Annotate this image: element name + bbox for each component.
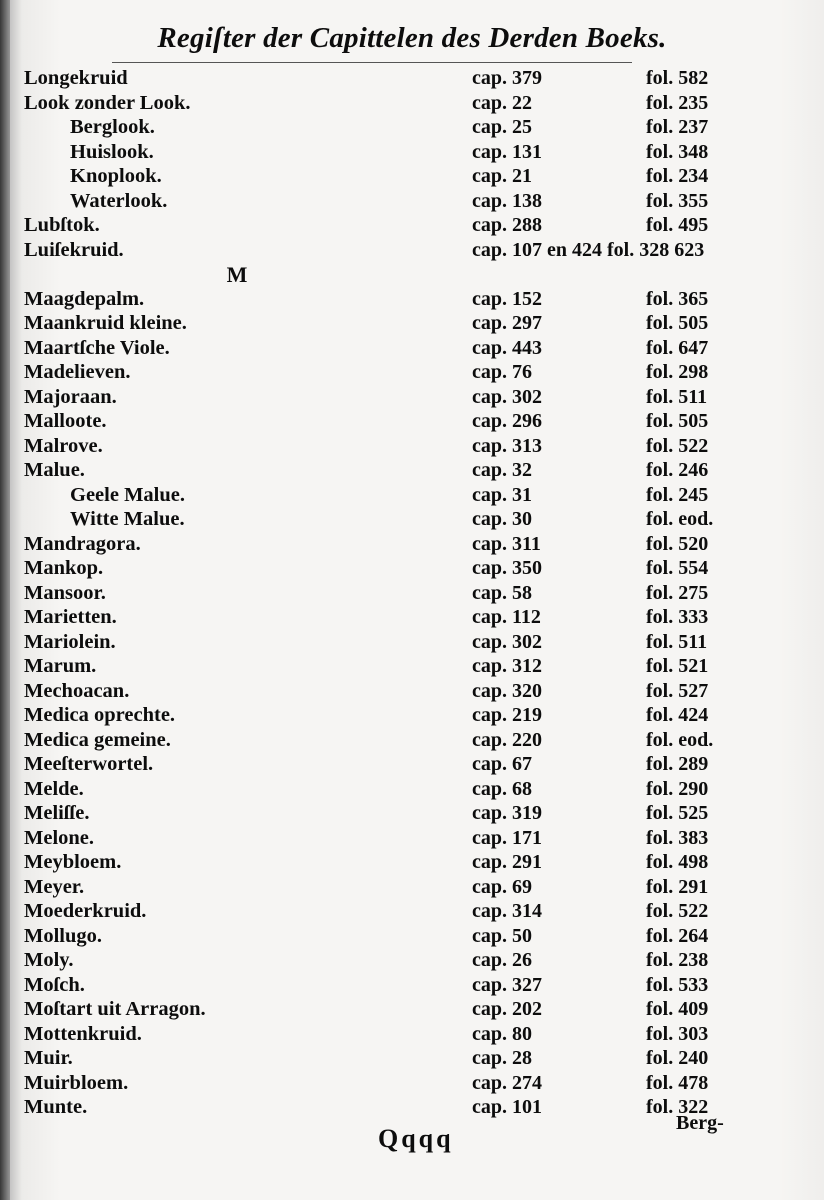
entry-name: Mottenkruid.: [24, 1022, 142, 1045]
entry-chapter: cap. 101: [472, 1096, 542, 1118]
section-letter-row: [0, 262, 824, 287]
register-entry: [0, 409, 824, 434]
register-entry: [0, 948, 824, 973]
register-entry: [0, 703, 824, 728]
register-entry: [0, 556, 824, 581]
entry-chapter: cap. 319: [472, 802, 542, 824]
entry-folio: fol. 289: [646, 753, 709, 775]
section-letter: M: [226, 262, 248, 287]
entry-name: Luiſekruid.: [24, 238, 124, 261]
entry-chapter: cap. 288: [472, 214, 542, 236]
title-rule: [112, 62, 632, 63]
entry-name: Mandragora.: [24, 532, 141, 555]
entry-folio: fol. 238: [646, 949, 709, 971]
register-entry: [0, 238, 824, 263]
entry-chapter: cap. 152: [472, 287, 542, 310]
entry-chapter: cap. 80: [472, 1022, 532, 1045]
entry-name: Meyer.: [24, 875, 85, 898]
entry-chapter: cap. 443: [472, 336, 542, 359]
entry-folio: fol. 533: [646, 973, 709, 996]
entry-folio: fol. 505: [646, 312, 709, 334]
entry-name: Medica oprechte.: [24, 704, 176, 726]
register-entry: [0, 311, 824, 336]
entry-name: Moly.: [24, 949, 74, 971]
entry-folio: fol. 498: [646, 851, 709, 873]
entry-name: Muir.: [24, 1047, 73, 1069]
entry-folio: fol. 246: [646, 459, 709, 481]
entry-folio: fol. 237: [646, 116, 709, 138]
entry-chapter: cap. 30: [472, 508, 532, 530]
entry-chapter: cap. 291: [472, 851, 542, 873]
entry-folio: fol. 495: [646, 214, 709, 236]
entry-name: Maartſche Viole.: [24, 336, 170, 359]
entry-folio: fol. 290: [646, 777, 709, 800]
entry-folio: fol. 527: [646, 679, 709, 702]
register-entry: [0, 115, 824, 140]
entry-chapter: cap. 76: [472, 361, 532, 383]
entry-name: Mansoor.: [24, 581, 106, 604]
entry-chapter: cap. 32: [472, 459, 532, 481]
register-entry: [0, 752, 824, 777]
entry-name: Majoraan.: [24, 385, 117, 408]
entry-folio: fol. 522: [646, 434, 709, 457]
entry-folio: fol. 348: [646, 140, 709, 163]
register-entry: [0, 850, 824, 875]
entry-chapter: cap. 25: [472, 116, 532, 138]
entry-chapter: cap. 50: [472, 924, 532, 947]
entry-folio: fol. 245: [646, 483, 709, 506]
entry-name: Muirbloem.: [24, 1071, 129, 1094]
entry-chapter: cap. 58: [472, 581, 532, 604]
entry-name: Melde.: [24, 777, 84, 800]
entry-name: Meeſterwortel.: [24, 753, 154, 775]
entry-chapter: cap. 274: [472, 1071, 542, 1094]
entry-name: Madelieven.: [24, 361, 131, 383]
entry-name: Marietten.: [24, 606, 117, 628]
entry-folio: fol. eod.: [646, 508, 714, 530]
register-entry: [0, 385, 824, 410]
entry-name: Moſch.: [24, 973, 85, 996]
entry-folio: fol. 355: [646, 189, 709, 212]
register-entry: [0, 973, 824, 998]
entry-folio: fol. 409: [646, 998, 709, 1020]
register-entry: [0, 66, 824, 91]
entry-folio: fol. 303: [646, 1022, 709, 1045]
entry-name: Mechoacan.: [24, 679, 130, 702]
entry-folio: fol. 264: [646, 924, 709, 947]
entry-folio: fol. 424: [646, 704, 709, 726]
register-entry: [0, 630, 824, 655]
entry-chapter: cap. 69: [472, 875, 532, 898]
entry-folio: fol. 234: [646, 165, 709, 187]
entry-name: Maagdepalm.: [24, 287, 145, 310]
entry-folio: fol. 511: [646, 385, 708, 408]
entry-name: Medica gemeine.: [24, 728, 171, 751]
entry-folio: fol. 333: [646, 606, 709, 628]
register-entry: [0, 507, 824, 532]
register-entry: [0, 605, 824, 630]
entry-chapter: cap. 202: [472, 998, 542, 1020]
entry-chapter: cap. 31: [472, 483, 532, 506]
entry-chapter: cap. 22: [472, 91, 532, 114]
register-entry: [0, 1046, 824, 1071]
register-entry: [0, 336, 824, 361]
register-entry: [0, 1022, 824, 1047]
register-entry: [0, 777, 824, 802]
entry-folio: fol. 298: [646, 361, 709, 383]
entry-name: Moederkruid.: [24, 900, 147, 922]
register-entry: [0, 728, 824, 753]
catchword: Berg-: [676, 1112, 724, 1134]
entry-chapter: cap. 302: [472, 630, 542, 653]
entry-folio: fol. 554: [646, 557, 709, 579]
register-entry: [0, 483, 824, 508]
register-entry: [0, 164, 824, 189]
entry-name: Berglook.: [70, 116, 155, 138]
entry-folio: fol. 240: [646, 1047, 709, 1069]
register-entry: [0, 924, 824, 949]
entry-chapter: cap. 112: [472, 606, 541, 628]
entry-chapter: cap. 296: [472, 410, 542, 432]
register-entry: [0, 1071, 824, 1096]
register-entry: [0, 140, 824, 165]
entry-name: Huislook.: [70, 140, 154, 163]
entry-chapter: cap. 314: [472, 900, 542, 922]
entry-chapter: cap. 302: [472, 385, 542, 408]
entry-folio: fol. 235: [646, 91, 709, 114]
entry-name: Look zonder Look.: [24, 91, 191, 114]
register-entry: [0, 434, 824, 459]
entry-folio: fol. 647: [646, 336, 709, 359]
entry-name: Longekruid: [24, 67, 128, 89]
entry-chapter: cap. 320: [472, 679, 542, 702]
entry-name: Marum.: [24, 655, 97, 677]
entry-name: Mollugo.: [24, 924, 103, 947]
entry-chapter: cap. 311: [472, 532, 541, 555]
page-title: Regiſter der Capittelen des Derden Boeks.: [157, 22, 667, 54]
entry-chapter: cap. 327: [472, 973, 542, 996]
entry-name: Geele Malue.: [70, 483, 185, 506]
register-entry: [0, 287, 824, 312]
entry-name: Witte Malue.: [70, 508, 185, 530]
register-entry: [0, 875, 824, 900]
entry-chapter: cap. 67: [472, 753, 532, 775]
entry-folio: fol. eod.: [646, 728, 714, 751]
entry-folio: fol. 322: [646, 1096, 709, 1118]
entry-folio: fol. 478: [646, 1071, 709, 1094]
entry-chapter: cap. 107 en 424 fol. 328 623: [472, 238, 705, 261]
entry-chapter: cap. 21: [472, 165, 532, 187]
entry-name: Melone.: [24, 826, 95, 849]
entry-name: Mariolein.: [24, 630, 116, 653]
entry-name: Malrove.: [24, 434, 103, 457]
entry-folio: fol. 522: [646, 900, 709, 922]
entry-chapter: cap. 219: [472, 704, 542, 726]
entry-chapter: cap. 313: [472, 434, 542, 457]
register-entry: [0, 213, 824, 238]
entry-name: Moſtart uit Arragon.: [24, 998, 206, 1020]
entry-folio: fol. 582: [646, 67, 709, 89]
entry-folio: fol. 511: [646, 630, 708, 653]
entry-chapter: cap. 68: [472, 777, 532, 800]
entry-folio: fol. 275: [646, 581, 709, 604]
entry-name: Munte.: [24, 1096, 88, 1118]
register-entry: [0, 189, 824, 214]
entry-folio: fol. 365: [646, 287, 709, 310]
register-entry: [0, 581, 824, 606]
register-entry: [0, 91, 824, 116]
entry-chapter: cap. 297: [472, 312, 542, 334]
entry-chapter: cap. 131: [472, 140, 542, 163]
entry-chapter: cap. 220: [472, 728, 542, 751]
entry-chapter: cap. 26: [472, 949, 532, 971]
register-entry: [0, 679, 824, 704]
register-entry: [0, 899, 824, 924]
entry-chapter: cap. 28: [472, 1047, 532, 1069]
entry-folio: fol. 525: [646, 802, 709, 824]
entry-folio: fol. 505: [646, 410, 709, 432]
entry-chapter: cap. 379: [472, 67, 542, 89]
entry-name: Waterlook.: [70, 189, 168, 212]
register-entry: [0, 458, 824, 483]
entry-name: Meliſſe.: [24, 802, 90, 824]
entry-name: Malloote.: [24, 410, 107, 432]
entry-name: Knoplook.: [70, 165, 162, 187]
register-entry: [0, 360, 824, 385]
entry-chapter: cap. 171: [472, 826, 542, 849]
entry-chapter: cap. 312: [472, 655, 542, 677]
entry-name: Lubſtok.: [24, 214, 100, 236]
entry-folio: fol. 520: [646, 532, 709, 555]
signature-mark: Qqqq: [378, 1124, 454, 1153]
entry-name: Mankop.: [24, 557, 104, 579]
register-entry: [0, 654, 824, 679]
entry-folio: fol. 521: [646, 655, 709, 677]
entry-folio: fol. 291: [646, 875, 709, 898]
entry-name: Maankruid kleine.: [24, 312, 187, 334]
entry-chapter: cap. 138: [472, 189, 542, 212]
register-entry: [0, 997, 824, 1022]
entry-name: Malue.: [24, 459, 85, 481]
register-entry: [0, 826, 824, 851]
entry-name: Meybloem.: [24, 851, 122, 873]
register-entry: [0, 532, 824, 557]
entry-folio: fol. 383: [646, 826, 709, 849]
register-entry: [0, 801, 824, 826]
entry-chapter: cap. 350: [472, 557, 542, 579]
